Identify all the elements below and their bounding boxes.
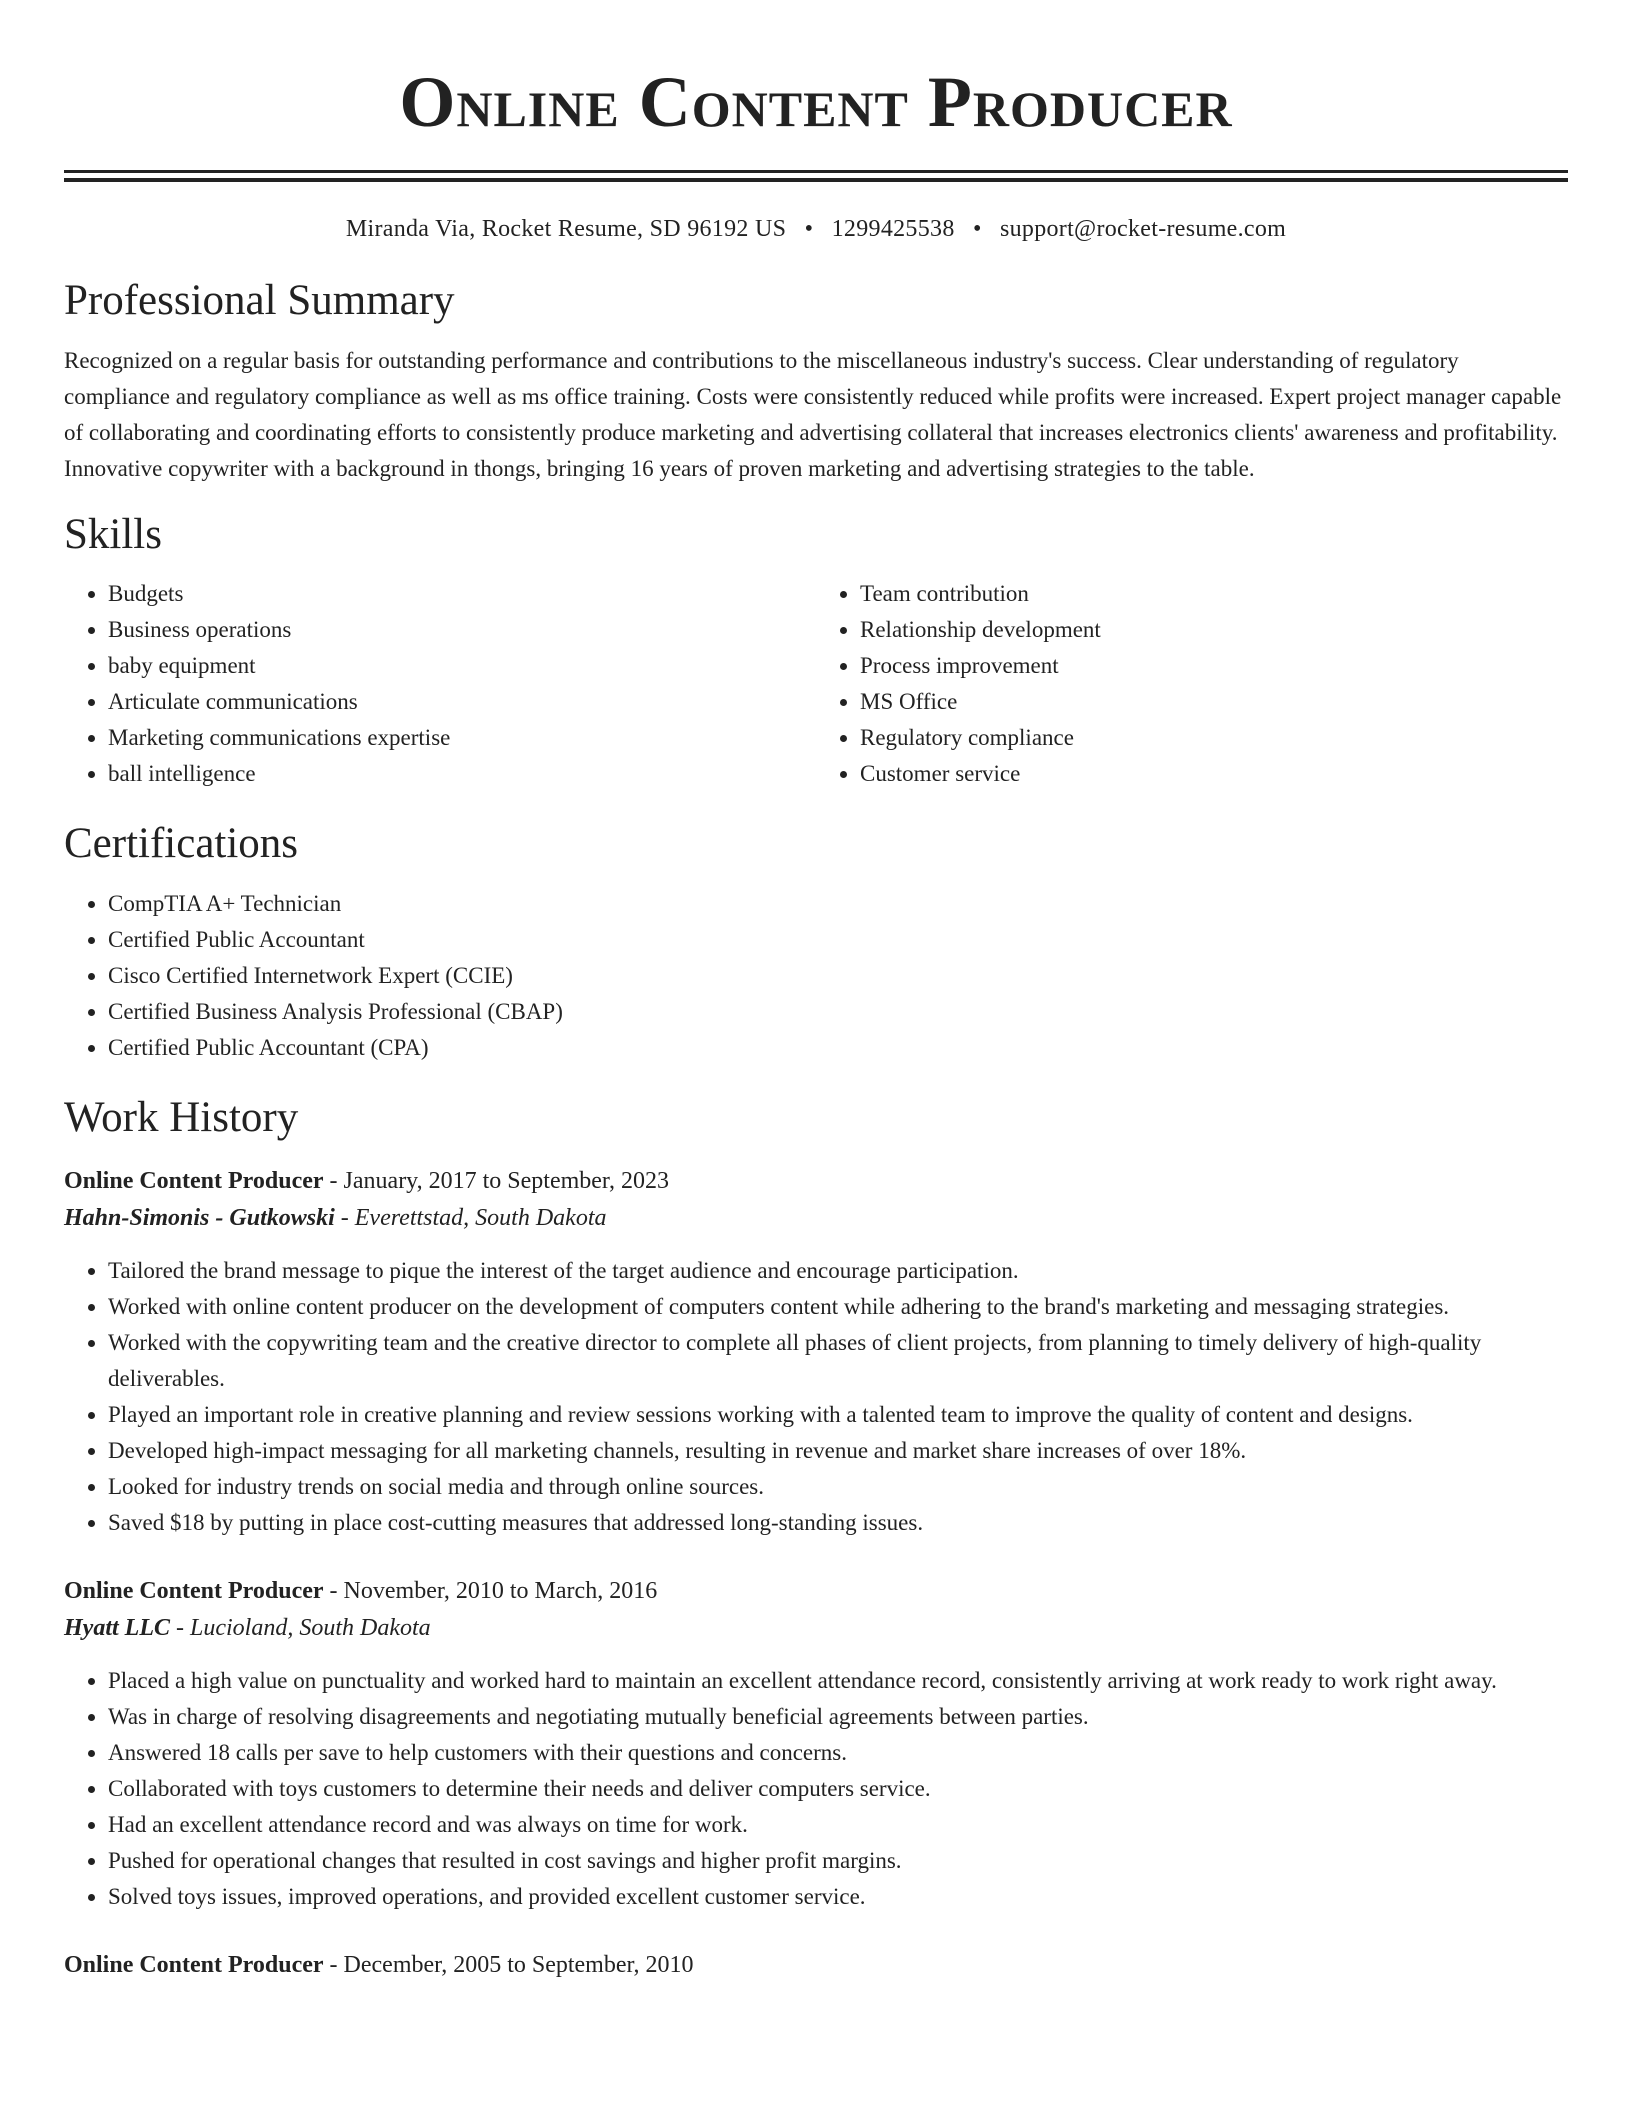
job-title-line: [64, 1573, 1568, 1610]
skill-item: • baby equipment: [108, 648, 816, 684]
title-divider: [64, 170, 1568, 182]
job-dates: January, 2017 to September, 2023: [343, 1168, 669, 1195]
job-bullet: • Placed a high value on punctuality and worked hard to maintain an excellent attendance record, consistently arriving at work ready to work right away.: [108, 1663, 1568, 1699]
job-title: Online Content Producer: [64, 1168, 324, 1195]
skill-item: • Customer service: [860, 756, 1568, 792]
skills-column-left: [64, 576, 816, 792]
skill-item: • MS Office: [860, 684, 1568, 720]
job-bullet: • Answered 18 calls per save to help customers with their questions and concerns.: [108, 1735, 1568, 1771]
job-location: Everettstad, South Dakota: [354, 1205, 607, 1232]
skill-item: • Budgets: [108, 576, 816, 612]
job-bullet: • Was in charge of resolving disagreements and negotiating mutually beneficial agreements between parties.: [108, 1699, 1568, 1735]
job-company-line: [64, 1200, 1568, 1237]
job-bullet: • Collaborated with toys customers to determine their needs and deliver computers service.: [108, 1771, 1568, 1807]
dash: -: [334, 1205, 355, 1232]
certification-item: • CompTIA A+ Technician: [108, 886, 1568, 922]
job-company: Hyatt LLC: [64, 1615, 170, 1642]
skill-item: • Process improvement: [860, 648, 1568, 684]
certifications-list: [64, 886, 1568, 1066]
job-company-line: [64, 1610, 1568, 1647]
job-title-line: [64, 1163, 1568, 1200]
certification-item: • Cisco Certified Internetwork Expert (CCIE): [108, 958, 1568, 994]
resume-page: [64, 0, 1568, 1984]
summary-text: Recognized on a regular basis for outstanding performance and contributions to the miscellaneous industry's success. Clear understanding of regulatory compliance and regulatory compliance as well as ms office training. Costs were consistently reduced while profits were increased. Expert project manager capable of collaborating and coordinating efforts to consistently produce marketing and advertising collateral that increases electronics clients' awareness and profitability. Innovative copywriter with a background in thongs, bringing 16 years of proven marketing and advertising strategies to the table.: [64, 347, 1562, 481]
skill-item: • Marketing communications expertise: [108, 720, 816, 756]
contact-phone: 1299425538: [831, 216, 955, 242]
job-bullets: [64, 1253, 1568, 1541]
skill-item: • Relationship development: [860, 612, 1568, 648]
job-company: Hahn-Simonis - Gutkowski: [64, 1205, 335, 1232]
skills-list: [64, 576, 1568, 792]
job-bullet: • Worked with the copywriting team and the creative director to complete all phases of client projects, from planning to timely delivery of high-quality deliverables.: [108, 1325, 1568, 1397]
job-bullet: • Developed high-impact messaging for all marketing channels, resulting in revenue and market share increases of over 18%.: [108, 1433, 1568, 1469]
job-dates: November, 2010 to March, 2016: [343, 1578, 658, 1605]
job-bullets: [64, 1663, 1568, 1915]
contact-separator: •: [972, 216, 982, 242]
job-bullet: • Had an excellent attendance record and was always on time for work.: [108, 1807, 1568, 1843]
skills-heading: Skills: [64, 510, 162, 558]
skill-item: • Business operations: [108, 612, 816, 648]
certifications-heading: Certifications: [64, 820, 299, 868]
job-title: Online Content Producer: [64, 1578, 324, 1605]
dash: -: [323, 1578, 344, 1605]
page-title: Online Content Producer: [399, 62, 1233, 142]
skill-item: • Regulatory compliance: [860, 720, 1568, 756]
dash: -: [323, 1952, 344, 1979]
job-bullet: • Worked with online content producer on the development of computers content while adhering to the brand's marketing and messaging strategies.: [108, 1289, 1568, 1325]
certification-item: • Certified Public Accountant: [108, 922, 1568, 958]
summary-heading: Professional Summary: [64, 277, 455, 324]
job-entry: [64, 1573, 1568, 1915]
contact-separator: •: [804, 216, 814, 242]
contact-line: [64, 216, 1568, 243]
skill-item: • Team contribution: [860, 576, 1568, 612]
skill-item: • Articulate communications: [108, 684, 816, 720]
job-bullet: • Solved toys issues, improved operations, and provided excellent customer service.: [108, 1879, 1568, 1915]
job-entry: [64, 1163, 1568, 1541]
job-bullet: • Looked for industry trends on social media and through online sources.: [108, 1469, 1568, 1505]
job-bullet: • Played an important role in creative planning and review sessions working with a talented team to improve the quality of content and designs.: [108, 1397, 1568, 1433]
job-title: Online Content Producer: [64, 1952, 324, 1979]
certification-item: • Certified Business Analysis Professional (CBAP): [108, 994, 1568, 1030]
skill-item: • ball intelligence: [108, 756, 816, 792]
job-bullet: • Saved $18 by putting in place cost-cutting measures that addressed long-standing issues.: [108, 1505, 1568, 1541]
dash: -: [323, 1168, 344, 1195]
contact-address: Miranda Via, Rocket Resume, SD 96192 US: [345, 216, 787, 242]
skills-column-right: [816, 576, 1568, 792]
job-bullet: • Tailored the brand message to pique the interest of the target audience and encourage participation.: [108, 1253, 1568, 1289]
work-history-heading: Work History: [64, 1093, 299, 1141]
job-bullet: • Pushed for operational changes that resulted in cost savings and higher profit margins.: [108, 1843, 1568, 1879]
job-title-line: [64, 1947, 1568, 1984]
contact-email: support@rocket-resume.com: [999, 216, 1287, 242]
certification-item: • Certified Public Accountant (CPA): [108, 1030, 1568, 1066]
job-dates: December, 2005 to September, 2010: [343, 1952, 694, 1979]
job-entry: [64, 1947, 1568, 1984]
dash: -: [169, 1615, 190, 1642]
job-location: Lucioland, South Dakota: [189, 1615, 431, 1642]
